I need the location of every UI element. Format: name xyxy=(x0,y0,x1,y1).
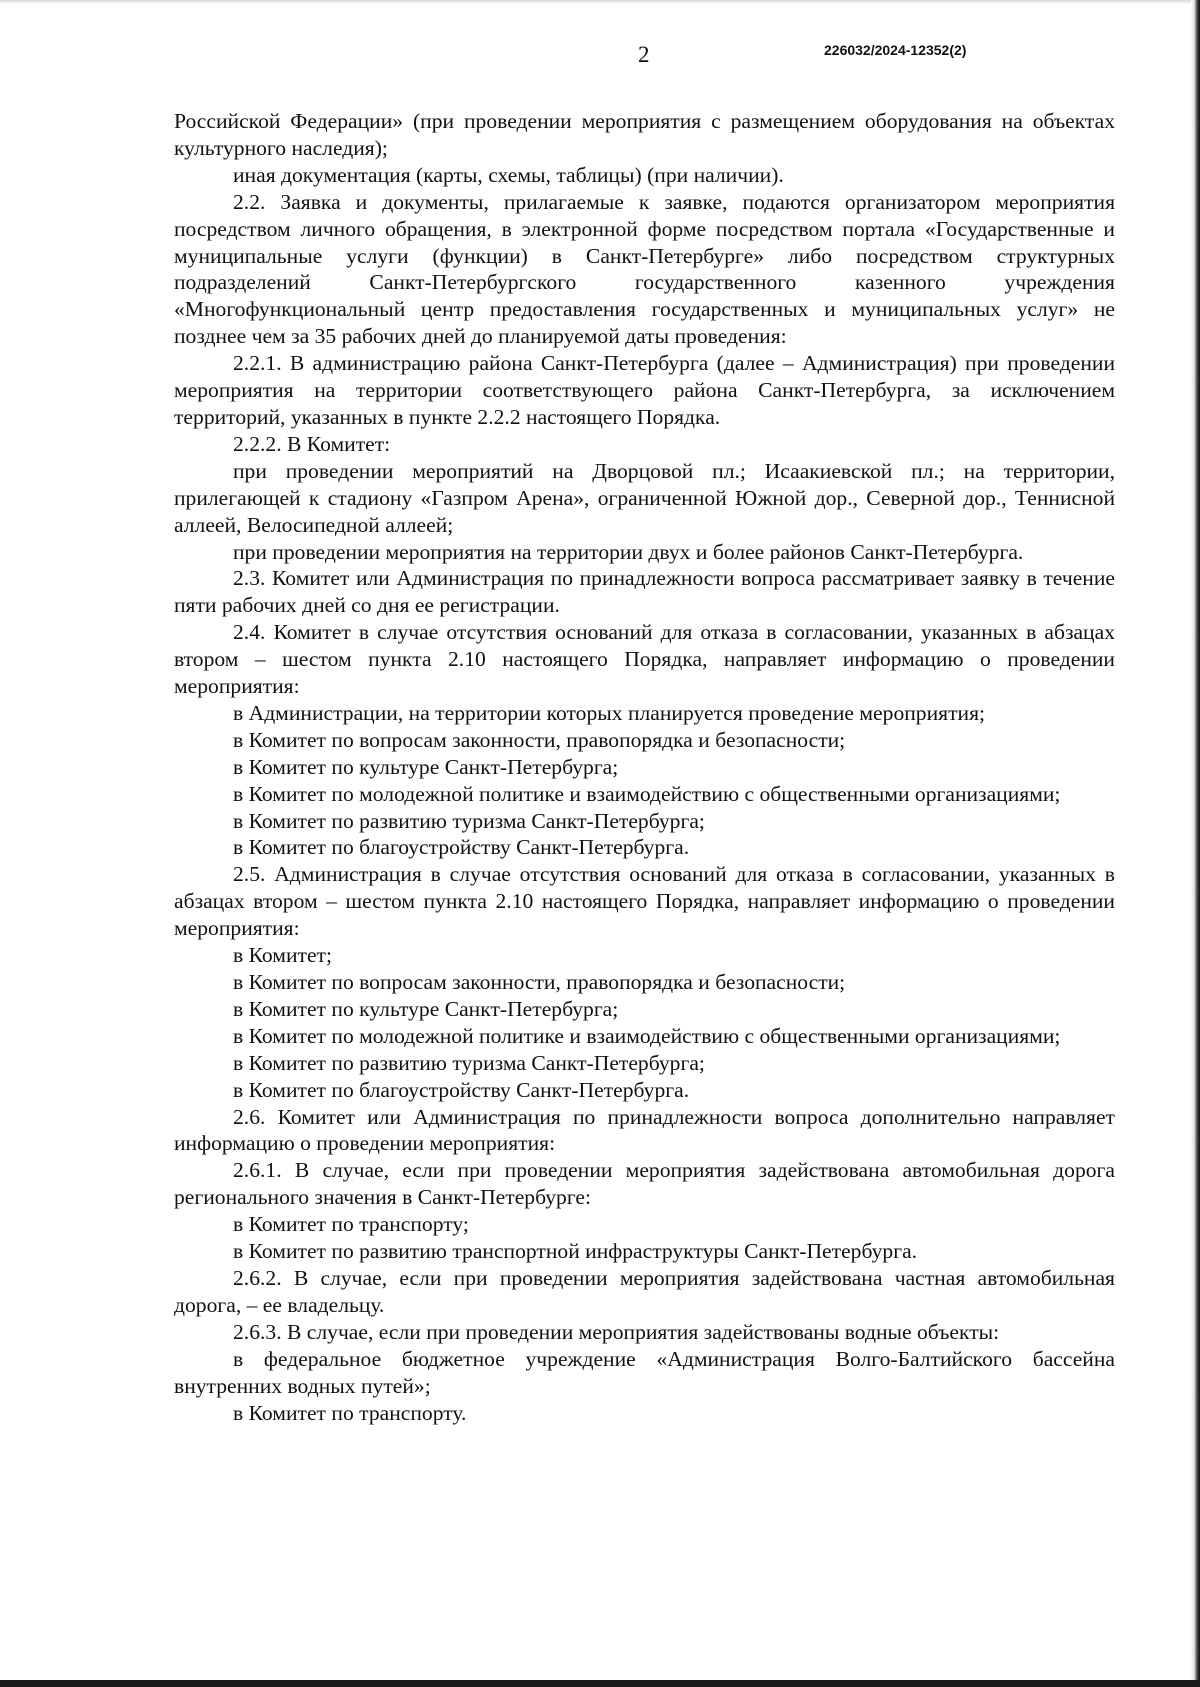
paragraph: в Комитет по благоустройству Санкт-Петербурга. xyxy=(233,1077,690,1102)
paragraph: в Комитет по молодежной политике и взаимодействию с общественными организациями; xyxy=(233,1023,1061,1048)
paragraph: иная документация (карты, схемы, таблицы) (при наличии). xyxy=(233,162,784,187)
document-body xyxy=(174,108,1115,1426)
paragraph: в Администрации, на территории которых планируется проведение мероприятия; xyxy=(233,700,986,725)
scan-top-edge xyxy=(0,0,1200,4)
scan-right-edge xyxy=(1191,0,1200,1687)
paragraph: в Комитет по культуре Санкт-Петербурга; xyxy=(233,996,619,1021)
paragraph: 2.6. Комитет или Администрация по принадлежности вопроса дополнительно направляет информацию о проведении мероприятия: xyxy=(174,1104,1115,1156)
paragraph: 2.5. Администрация в случае отсутствия оснований для отказа в согласовании, указанных в абзацах втором – шестом пункта 2.10 настоящего Порядка, направляет информацию о проведении мероприятия: xyxy=(174,862,1115,941)
paragraph: в Комитет по вопросам законности, правопорядка и безопасности; xyxy=(233,727,846,752)
paragraph: 2.2.1. В администрацию района Санкт-Петербурга (далее – Администрация) при проведении мероприятия на территории соответствующего района Санкт-Петербурга, за исключением территорий, указанных в пункте 2.2.2 настоящего Порядка. xyxy=(174,351,1115,429)
paragraph: в Комитет по развитию туризма Санкт-Петербурга; xyxy=(233,808,705,833)
paragraph: в федеральное бюджетное учреждение «Администрация Волго-Балтийского бассейна внутренних водных путей»; xyxy=(174,1346,1115,1398)
paragraph: при проведении мероприятия на территории двух и более районов Санкт-Петербурга. xyxy=(233,539,1024,564)
paragraph: в Комитет по культуре Санкт-Петербурга; xyxy=(233,754,619,779)
paragraph: в Комитет; xyxy=(233,943,332,968)
paragraph: при проведении мероприятий на Дворцовой пл.; Исаакиевской пл.; на территории, прилегающей к стадиону «Газпром Арена», ограниченной Южной дор., Северной дор., Теннисной аллеей, Велосипедной аллеей; xyxy=(174,458,1115,537)
paragraph: в Комитет по транспорту. xyxy=(233,1400,467,1425)
paragraph: в Комитет по транспорту; xyxy=(233,1212,469,1237)
paragraph: в Комитет по вопросам законности, правопорядка и безопасности; xyxy=(233,970,846,994)
page-number: 2 xyxy=(638,42,650,67)
paragraph: 2.2.2. В Комитет: xyxy=(233,431,391,456)
paragraph: 2.6.3. В случае, если при проведении мероприятия задействованы водные объекты: xyxy=(233,1319,1000,1344)
document-number: 226032/2024-12352(2) xyxy=(824,42,967,58)
paragraph: 2.6.2. В случае, если при проведении мероприятия задействована частная автомобильная дорога, – ее владельцу. xyxy=(174,1265,1115,1317)
paragraph: в Комитет по развитию транспортной инфраструктуры Санкт-Петербурга. xyxy=(233,1239,918,1264)
paragraph: 2.6.1. В случае, если при проведении мероприятия задействована автомобильная дорога регионального значения в Санкт-Петербурге: xyxy=(174,1158,1115,1210)
paragraph: Российской Федерации» (при проведении мероприятия с размещением оборудования на объектах культурного наследия); xyxy=(174,109,1115,160)
paragraph: 2.3. Комитет или Администрация по принадлежности вопроса рассматривает заявку в течение пяти рабочих дней со дня ее регистрации. xyxy=(174,566,1115,618)
paragraph: в Комитет по развитию туризма Санкт-Петербурга; xyxy=(233,1050,705,1075)
paragraph: в Комитет по благоустройству Санкт-Петербурга. xyxy=(233,835,690,860)
paragraph: 2.4. Комитет в случае отсутствия оснований для отказа в согласовании, указанных в абзацах втором – шестом пункта 2.10 настоящего Порядка, направляет информацию о проведении мероприятия: xyxy=(174,620,1115,699)
scan-bottom-edge xyxy=(0,1680,1200,1687)
paragraph: 2.2. Заявка и документы, прилагаемые к заявке, подаются организатором мероприятия посредством личного обращения, в электронной форме посредством портала «Государственные и муниципальные услуги (функции) в Санкт-Петербурге» либо посредством структурных подразделений Санкт-Петербургского государственного казенного учреждения «Многофункциональный центр предоставления государственных и муниципальных услуг» не позднее чем за 35 рабочих дней до планируемой даты проведения: xyxy=(174,189,1115,349)
paragraph: в Комитет по молодежной политике и взаимодействию с общественными организациями; xyxy=(233,781,1061,806)
